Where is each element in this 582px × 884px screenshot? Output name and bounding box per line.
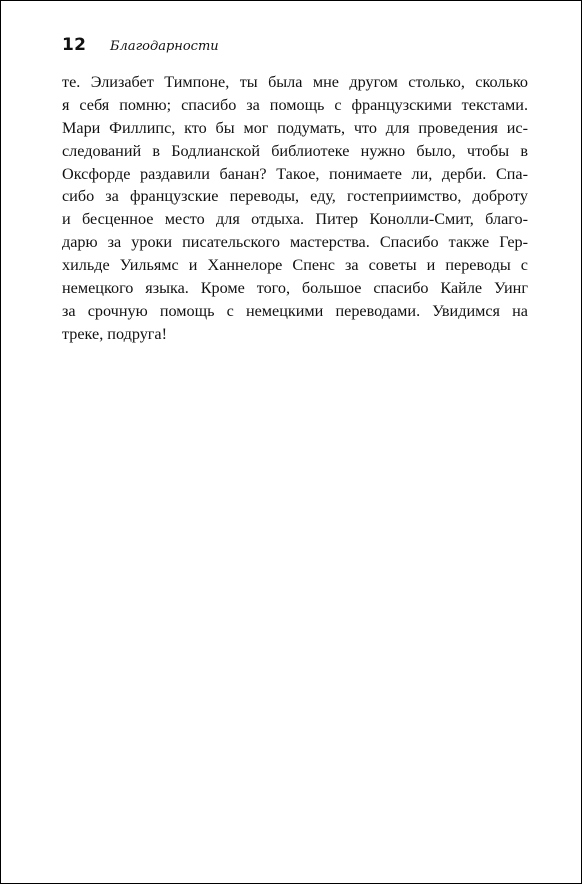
text-line: немецкого языка. Кроме того, большое спасибо Кайле Уинг <box>62 279 528 298</box>
text-line: треке, подруга! <box>62 324 168 343</box>
text-line: те. Элизабет Тимпоне, ты была мне другом столько, сколько <box>62 73 528 91</box>
text-line: за срочную помощь с немецкими переводами. Увидимся на <box>62 301 528 320</box>
section-title: Благодарности <box>110 39 219 54</box>
running-head <box>62 35 219 57</box>
body-paragraph <box>62 71 528 346</box>
text-line: дарю за уроки писательского мастерства. Спасибо также Гер- <box>62 233 528 252</box>
text-line: сибо за французские переводы, еду, гостеприимство, доброту <box>62 187 528 206</box>
page-number: 12 <box>62 35 87 55</box>
text-line: хильде Уильямс и Ханнелоре Спенс за советы и переводы с <box>62 256 528 275</box>
text-line: Мари Филлипс, кто бы мог подумать, что для проведения ис- <box>62 118 528 137</box>
text-line: Оксфорде раздавили банан? Такое, понимаете ли, дерби. Спа- <box>62 164 528 183</box>
text-line: я себя помню; спасибо за помощь с французскими текстами. <box>62 95 528 114</box>
text-line: и бесценное место для отдыха. Питер Конолли-Смит, благо- <box>62 210 528 229</box>
text-line: следований в Бодлианской библиотеке нужно было, чтобы в <box>62 141 528 160</box>
